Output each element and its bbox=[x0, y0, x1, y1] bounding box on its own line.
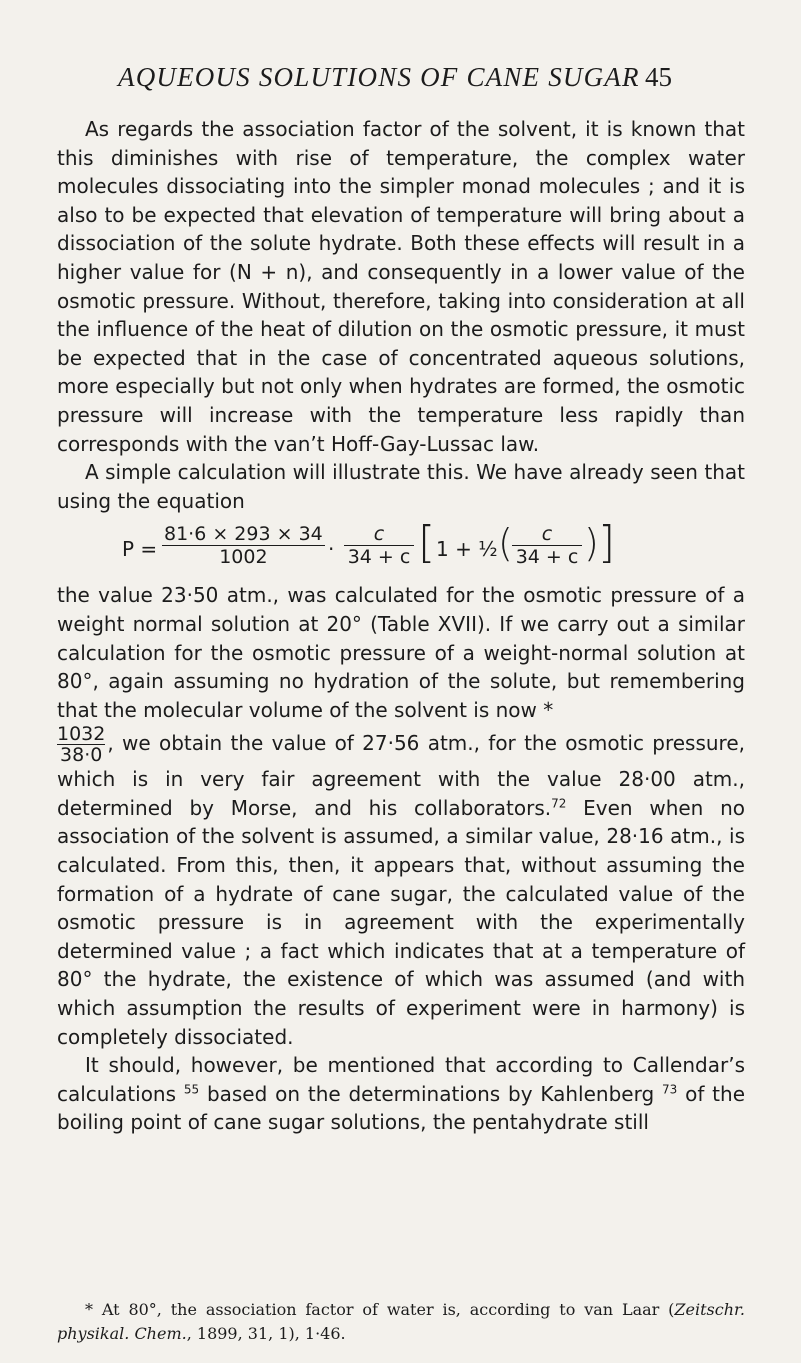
paragraph-3 bbox=[57, 581, 745, 1051]
footnote-part-b: , 1899, 31, 1), 1·46. bbox=[186, 1324, 346, 1343]
equation-one-plus-half: 1 + ½ bbox=[436, 537, 498, 562]
paragraph-3-part-b: , we obtain the value of 27·56 atm., for the osmotic pressure, which is in very fair agreement with the value 28·00 atm., determined by Morse, and his collaborators. bbox=[57, 731, 745, 820]
molecular-volume-numerator: 1032 bbox=[57, 723, 106, 746]
paragraph-4-part-a: It should, however, be mentioned that according to Callendar’s calculations bbox=[57, 1053, 745, 1106]
equation-fraction-main-denominator: 1002 bbox=[219, 546, 268, 569]
page-header bbox=[0, 62, 801, 102]
molecular-volume-denominator: 38·0 bbox=[60, 744, 103, 767]
equation-fraction-inner-denominator: 34 + c bbox=[515, 546, 579, 569]
equation-right-bracket: ] bbox=[598, 517, 616, 569]
equation-fraction-c-numerator: c bbox=[344, 523, 414, 546]
equation-left-paren: ( bbox=[498, 521, 513, 566]
paragraph-2: A simple calculation will illustrate this. We have already seen that using the equation bbox=[57, 460, 745, 513]
paragraph-4-part-b: based on the determinations by Kahlenberg bbox=[199, 1081, 662, 1106]
reference-55: 55 bbox=[183, 1082, 200, 1097]
paragraph-1: As regards the association factor of the solvent, it is known that this diminishes with rise of temperature, the complex water molecules dissociating into the simpler monad molecules ; and it is also to be expected that elevation of temperature will bring about a dissociation of the solute hydrate. Both these effects will result in a higher value for (N + n), and consequently in a lower value of the osmotic pressure. Without, therefore, taking into consideration at all the influence of the heat of dilution on the osmotic pressure, it must be expected that in the case of concentrated aqueous solutions, more especially but not only when hydrates are formed, the osmotic pressure will increase with the temperature less rapidly than corresponds with the van’t Hoff-Gay-Lussac law. bbox=[57, 117, 745, 456]
equation-fraction-main-numerator: 81·6 × 293 × 34 bbox=[164, 523, 323, 546]
equation-fraction-inner bbox=[512, 523, 582, 568]
paragraph-4 bbox=[57, 1051, 745, 1137]
running-title: AQUEOUS SOLUTIONS OF CANE SUGAR bbox=[118, 62, 640, 92]
footnote bbox=[57, 1298, 745, 1346]
paragraph-3-part-a: the value 23·50 atm., was calculated for the osmotic pressure of a weight normal solution at 20° (Table XVII). If we carry out a similar calculation for the osmotic pressure of a weight-normal solution at 80°, again assuming no hydration of the solute, but remembering that the molecular volume of the solvent is now * bbox=[57, 583, 745, 722]
reference-73: 73 bbox=[661, 1082, 678, 1097]
footnote-part-a: * At 80°, the association factor of water is, according to van Laar ( bbox=[85, 1300, 675, 1319]
footnote-journal: Zeitschr. physikal. Chem. bbox=[57, 1300, 745, 1343]
body-text bbox=[57, 115, 745, 1137]
paragraph-4-part-c: of the boiling point of cane sugar solutions, the pentahydrate still bbox=[57, 1081, 745, 1135]
equation-fraction-c-denominator: 34 + c bbox=[347, 546, 411, 569]
equation-lhs: P = bbox=[122, 537, 158, 562]
reference-72: 72 bbox=[551, 796, 567, 811]
equation-left-bracket: [ bbox=[418, 517, 436, 569]
equation-right-paren: ) bbox=[584, 521, 599, 566]
equation-fraction-inner-numerator: c bbox=[512, 523, 582, 546]
molecular-volume-fraction bbox=[57, 724, 105, 765]
equation-fraction-main bbox=[162, 523, 325, 568]
footnote-text bbox=[57, 1298, 745, 1346]
equation-fraction-c bbox=[344, 523, 414, 568]
equation-dot: · bbox=[328, 537, 335, 562]
osmotic-pressure-equation bbox=[122, 515, 745, 581]
page-number: 45 bbox=[645, 62, 672, 92]
paragraph-3-part-c: Even when no association of the solvent is assumed, a similar value, 28·16 atm., is calculated. From this, then, it appears that, without assuming the formation of a hydrate of cane sugar, the calculated value of the osmotic pressure is in agreement with the experimentally determined value ; a fact which indicates that at a temperature of 80° the hydrate, the existence of which was assumed (and with which assumption the results of experiment were in harmony) is completely dissociated. bbox=[57, 795, 745, 1049]
